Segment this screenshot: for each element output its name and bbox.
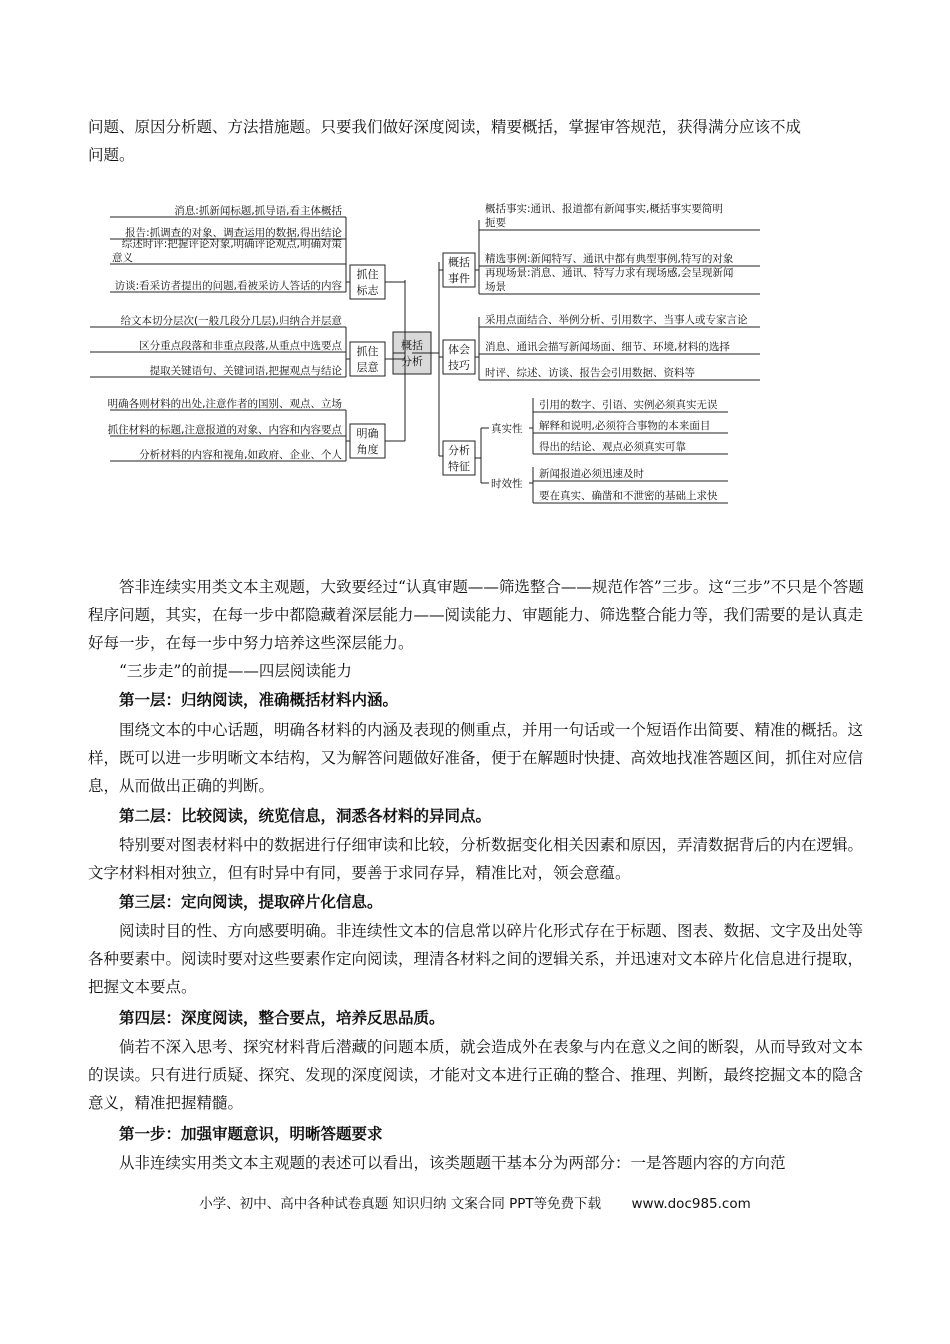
right-item-text: 场景 <box>485 281 506 293</box>
sub-item-text: 得出的结论、观点必须真实可靠 <box>539 441 686 453</box>
right-group-node-0-label: 事件 <box>448 272 470 285</box>
sub-item-text: 要在真实、确凿和不泄密的基础上求快 <box>539 490 718 502</box>
intro-line-2: 问题。 <box>88 146 135 164</box>
left-item-text: 意义 <box>112 252 133 264</box>
heading-layer-2: 第二层：比较阅读，统览信息，洞悉各材料的异同点。 <box>119 807 492 825</box>
left-group-node-2-label: 角度 <box>356 443 379 456</box>
right-group-node-0-label: 概括 <box>448 256 470 269</box>
right-item-text: 扼要 <box>485 217 506 229</box>
paragraph-layer-4: 倘若不深入思考、探究材料背后潜藏的问题本质，就会造成外在表象与内在意义之间的断裂，从而导致对文本的误读。只有进行质疑、探究、发现的深度阅读，才能对文本进行正确的整合、推理、判断，最终挖掘文本的隐含意义，精准把握精髓。 <box>88 1038 864 1112</box>
right-item-text: 概括事实:通讯、报道都有新闻事实,概括事实要简明 <box>485 203 723 215</box>
paragraph-three-steps: 答非连续实用类文本主观题，大致要经过“认真审题——筛选整合——规范作答”三步。这“三步”不只是个答题程序问题，其实，在每一步中都隐藏着深层能力——阅读能力、审题能力、筛选整合能力等，我们需要的是认真走好每一步，在每一步中努力培养这些深层能力。 <box>88 578 864 652</box>
center-node-label: 概括 <box>401 339 423 352</box>
paragraph-step-1: 从非连续实用类文本主观题的表述可以看出，该类题题干基本分为两部分：一是答题内容的方向范 <box>119 1154 786 1172</box>
left-group-node-0-label: 抓住 <box>356 268 379 281</box>
left-item-text: 给文本切分层次(一般几段分几层),归纳合并层意 <box>120 315 342 327</box>
right-group-node-1-label: 技巧 <box>448 359 470 372</box>
heading-layer-1: 第一层：归纳阅读，准确概括材料内涵。 <box>119 691 399 709</box>
left-item-text: 综述时评:把握评论对象,明确评论观点,明确对策 <box>121 238 342 250</box>
heading-layer-3: 第三层：定向阅读，提取碎片化信息。 <box>119 893 383 911</box>
left-item-text: 抓住材料的标题,注意报道的对象、内容和内容要点 <box>107 424 342 436</box>
left-group-node-2-label: 明确 <box>356 427 379 440</box>
footer <box>0 1192 950 1212</box>
left-item-text: 消息:抓新闻标题,抓导语,看主体概括 <box>174 205 342 217</box>
left-item-text: 访谈:看采访者提出的问题,看被采访人答话的内容 <box>114 280 342 292</box>
left-item-text: 明确各则材料的出处,注意作者的国别、观点、立场 <box>107 398 342 410</box>
left-item-text: 区分重点段落和非重点段落,从重点中选要点 <box>139 340 342 352</box>
footer-site[interactable]: www.doc985.com <box>631 1196 751 1212</box>
right-group-node-1-label: 体会 <box>448 343 470 356</box>
sub-item-text: 解释和说明,必须符合事物的本来面目 <box>539 420 711 432</box>
heading-layer-4: 第四层：深度阅读，整合要点，培养反思品质。 <box>119 1009 445 1027</box>
right-group-node-2-label: 分析 <box>448 444 470 457</box>
heading-step-1: 第一步：加强审题意识，明晰答题要求 <box>119 1125 383 1143</box>
right-item-text: 时评、综述、访谈、报告会引用数据、资料等 <box>485 367 695 379</box>
left-group-node-0-label: 标志 <box>356 284 379 297</box>
right-item-text: 再现场景:消息、通讯、特写力求有现场感,会呈现新闻 <box>485 267 734 279</box>
right-item-text: 消息、通讯会描写新闻场面、细节、环境,材料的选择 <box>485 341 730 353</box>
left-item-text: 分析材料的内容和视角,如政府、企业、个人 <box>139 449 342 461</box>
right-group-node-2-label: 特征 <box>448 460 470 473</box>
mind-map-diagram <box>0 0 950 540</box>
sub-group-label-1: 时效性 <box>491 478 523 490</box>
sub-group-label-0: 真实性 <box>491 423 523 435</box>
footer-text: 小学、初中、高中各种试卷真题 知识归纳 文案合同 PPT等免费下载 <box>199 1196 602 1212</box>
paragraph-layer-2: 特别要对图表材料中的数据进行仔细审读和比较，分析数据变化相关因素和原因，弄清数据背后的内在逻辑。文字材料相对独立，但有时异中有同，要善于求同存异，精准比对，领会意蕴。 <box>88 836 864 882</box>
paragraph-layer-1: 围绕文本的中心话题，明确各材料的内涵及表现的侧重点，并用一句话或一个短语作出简要、精准的概括。这样，既可以进一步明晰文本结构，又为解答问题做好准备，便于在解题时快捷、高效地找准答题区间，抓住对应信息，从而做出正确的判断。 <box>88 721 864 795</box>
left-group-node-1-label: 抓住 <box>356 345 379 358</box>
right-item-text: 精选事例:新闻特写、通讯中都有典型事例,特写的对象 <box>485 253 734 265</box>
left-group-node-1-label: 层意 <box>356 361 379 374</box>
paragraph-premise: “三步走”的前提——四层阅读能力 <box>119 662 352 680</box>
right-item-text: 采用点面结合、举例分析、引用数字、当事人或专家言论 <box>485 314 748 326</box>
intro-line-1: 问题、原因分析题、方法措施题。只要我们做好深度阅读，精要概括，掌握审答规范，获得满分应该不成 <box>88 118 802 136</box>
paragraph-layer-3: 阅读时目的性、方向感要明确。非连续性文本的信息常以碎片化形式存在于标题、图表、数据、文字及出处等各种要素中。阅读时要对这些要素作定向阅读，理清各材料之间的逻辑关系，并迅速对文本碎片化信息进行提取，把握文本要点。 <box>88 922 864 996</box>
left-item-text: 提取关键语句、关键词语,把握观点与结论 <box>149 365 342 377</box>
left-item-text: 报告:抓调查的对象、调查运用的数据,得出结论 <box>125 227 342 239</box>
sub-item-text: 引用的数字、引语、实例必须真实无误 <box>539 399 718 411</box>
center-node-label: 分析 <box>401 355 423 368</box>
sub-item-text: 新闻报道必须迅速及时 <box>539 468 644 480</box>
